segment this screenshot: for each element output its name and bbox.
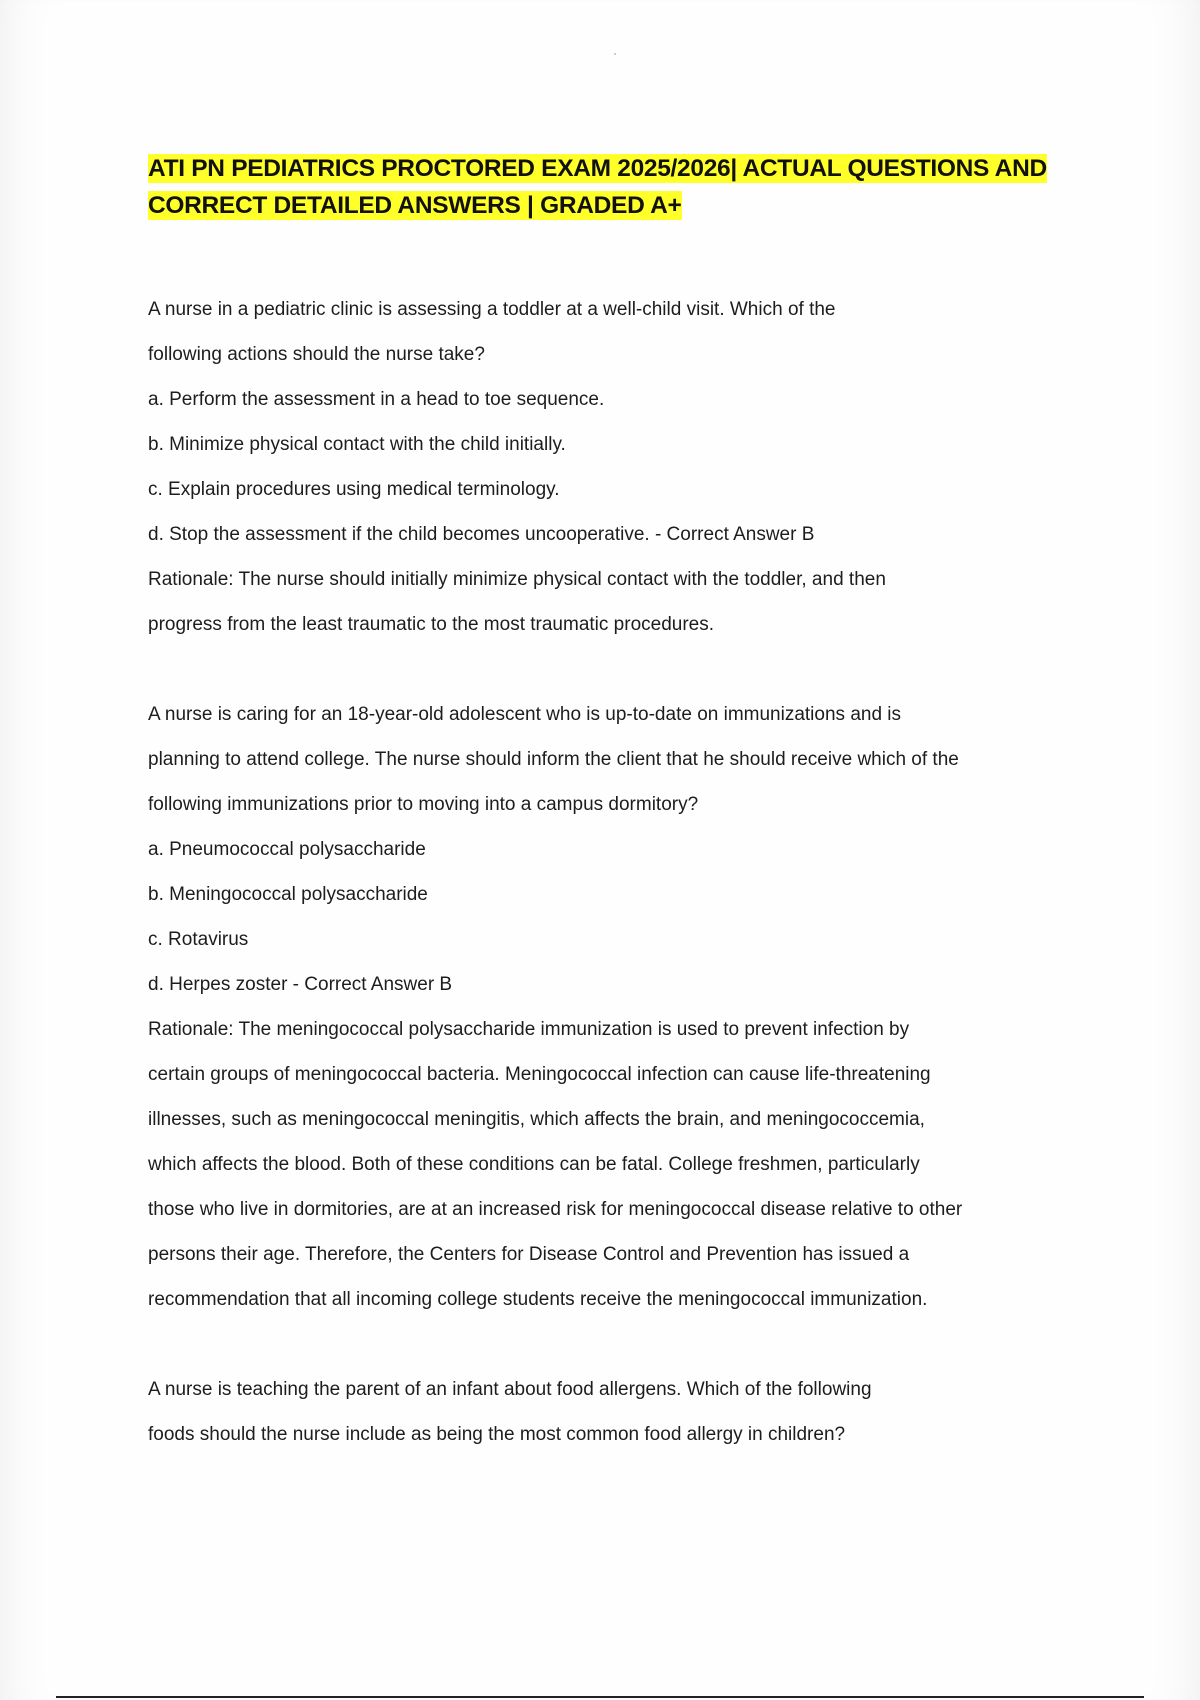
answer-option-c: c. Rotavirus	[148, 929, 249, 950]
document-title	[148, 150, 1068, 224]
document-body	[148, 150, 1068, 1457]
question-stem: foods should the nurse include as being the most common food allergy in children?	[148, 1424, 846, 1445]
rationale-text: illnesses, such as meningococcal meningitis, which affects the brain, and meningococcemia,	[148, 1109, 925, 1130]
page-bottom-rule	[56, 1696, 1144, 1698]
answer-option-b: b. Minimize physical contact with the child initially.	[148, 434, 566, 455]
rationale-text: recommendation that all incoming college students receive the meningococcal immunization.	[148, 1289, 928, 1310]
rationale-text: certain groups of meningococcal bacteria. Meningococcal infection can cause life-threatening	[148, 1064, 931, 1085]
question-stem: following immunizations prior to moving into a campus dormitory?	[148, 794, 699, 815]
rationale-text: progress from the least traumatic to the most traumatic procedures.	[148, 614, 715, 635]
scan-speck	[614, 53, 616, 55]
question-3	[148, 1367, 1068, 1457]
title-line-2	[148, 187, 1068, 224]
question-stem: planning to attend college. The nurse should inform the client that he should receive which of the	[148, 749, 959, 770]
answer-option-b: b. Meningococcal polysaccharide	[148, 884, 428, 905]
answer-option-c: c. Explain procedures using medical terminology.	[148, 479, 560, 500]
rationale-text: persons their age. Therefore, the Centers for Disease Control and Prevention has issued a	[148, 1244, 910, 1265]
question-stem: A nurse in a pediatric clinic is assessing a toddler at a well-child visit. Which of the	[148, 299, 836, 320]
question-stem: A nurse is caring for an 18-year-old adolescent who is up-to-date on immunizations and is	[148, 704, 902, 725]
question-list	[148, 287, 1068, 1457]
rationale-text: Rationale: The nurse should initially minimize physical contact with the toddler, and then	[148, 569, 886, 590]
question-2	[148, 692, 1068, 1322]
title-highlight: ATI PN PEDIATRICS PROCTORED EXAM 2025/2026| ACTUAL QUESTIONS AND	[148, 155, 1047, 182]
rationale-text: which affects the blood. Both of these conditions can be fatal. College freshmen, particularly	[148, 1154, 920, 1175]
answer-option-d: d. Herpes zoster - Correct Answer B	[148, 974, 453, 995]
answer-option-a: a. Perform the assessment in a head to toe sequence.	[148, 389, 605, 410]
question-1	[148, 287, 1068, 647]
answer-option-a: a. Pneumococcal polysaccharide	[148, 839, 426, 860]
rationale-text: Rationale: The meningococcal polysaccharide immunization is used to prevent infection by	[148, 1019, 910, 1040]
answer-option-d: d. Stop the assessment if the child becomes uncooperative. - Correct Answer B	[148, 524, 815, 545]
question-stem: A nurse is teaching the parent of an infant about food allergens. Which of the following	[148, 1379, 872, 1400]
question-stem: following actions should the nurse take?	[148, 344, 485, 365]
title-line-1	[148, 150, 1068, 187]
title-highlight: CORRECT DETAILED ANSWERS | GRADED A+	[148, 192, 682, 219]
rationale-text: those who live in dormitories, are at an increased risk for meningococcal disease relative to other	[148, 1199, 963, 1220]
